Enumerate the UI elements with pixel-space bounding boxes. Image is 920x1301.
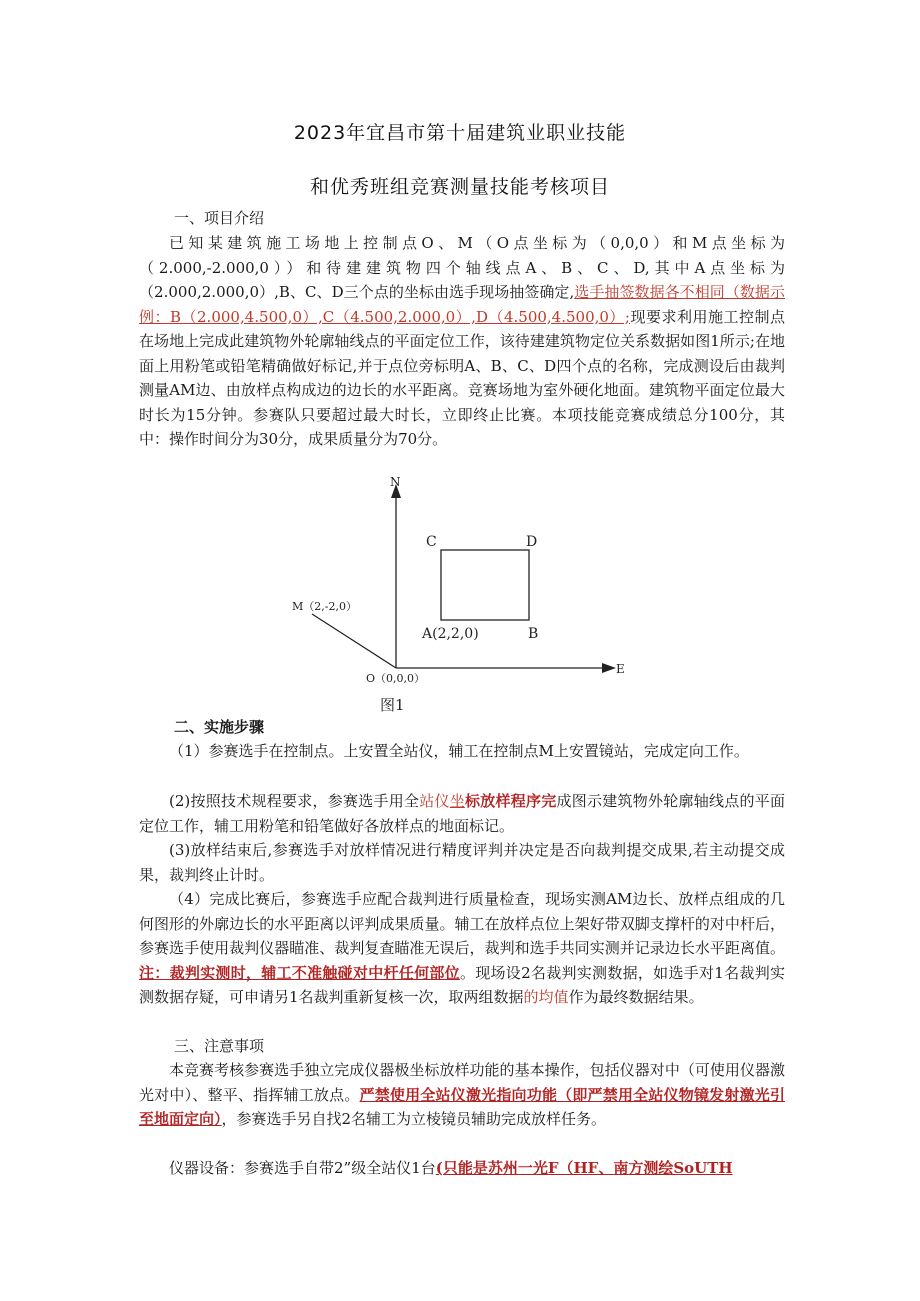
step-2-text-b: 成图示建筑物外轮廓轴线点的平面定位工作，辅工用粉笔和铅笔做好各放样点的地面标记。 xyxy=(139,792,785,835)
step-2-red-b: 坐 xyxy=(449,792,465,810)
step-2-red-a: 站仪 xyxy=(419,792,450,810)
label-c: C xyxy=(426,534,437,550)
notes-paragraph xyxy=(139,1058,785,1132)
equipment-brand-note: (只能是苏州一光F（HF、南方测绘SoUTH xyxy=(435,1159,733,1177)
notes-text-a: 本竞赛考核参赛选手独立完成仪器极坐标放样功能的基本操作，包括仪器对中（可使用仪器激光对中）、整平、指挥辅工放点。 xyxy=(139,1061,785,1104)
label-e: E xyxy=(616,662,625,676)
document-title-line2: 和优秀班组竞赛测量技能考核项目 xyxy=(309,176,610,198)
step-2-red-bold: 标放样程序完 xyxy=(464,792,557,810)
laser-prohibition-note: 严禁使用全站仪激光指向功能（即严禁用全站仪物镜发射激光引至地面定向） xyxy=(139,1085,785,1128)
step-2-text-a: (2)按照技术规程要求，参赛选手用全 xyxy=(169,792,420,810)
step-4-text-c: 作为最终数据结果。 xyxy=(568,988,704,1006)
building-outline xyxy=(441,550,529,620)
label-d: D xyxy=(526,534,538,550)
step-2 xyxy=(139,789,785,838)
average-value-note: 的均值 xyxy=(523,988,569,1006)
label-m: M（2,-2,0） xyxy=(292,600,357,613)
step-3: (3)放样结束后,参赛选手对放样情况进行精度评判并决定是否向裁判提交成果,若主动提交成果，裁判终止计时。 xyxy=(139,841,785,884)
step-4 xyxy=(139,887,785,1010)
label-o: O（0,0,0） xyxy=(366,672,426,685)
section1-paragraph xyxy=(139,231,785,452)
document-title-line1: 2023年宜昌市第十届建筑业职业技能 xyxy=(293,122,627,144)
label-b: B xyxy=(528,626,539,642)
section1-text-a: 已知某建筑施工场地上控制点O、M（O点坐标为（0,0,0）和M点坐标为（2.000,-2.000,0））和待建建筑物四个轴线点A、B、C、D,其中A点坐标为（2.000,2.000,0）,B、C、D三个点的坐标由选手现场抽签确定, xyxy=(139,234,785,301)
section1-text-b: 现要求利用施工控制点在场地上完成此建筑物外轮廓轴线点的平面定位工作，该待建建筑物定位关系数据如图1所示;在地面上用粉笔或铅笔精确做好标记,并于点位旁标明A、B、C、D四个点的名称，完成测设后由裁判测量AM边、由放样点构成边的边长的水平距离。竞赛场地为室外硬化地面。建筑物平面定位最大时长为15分钟。参赛队只要超过最大时长，立即终止比赛。本项技能竞赛成绩总分100分，其中：操作时间分为30分，成果质量分为70分。 xyxy=(139,307,785,448)
lottery-data-note: 选手抽签数据各不相同（数据示例：B（2.000,4.500,0）,C（4.500,2.000,0）,D（4.500,4.500,0）; xyxy=(139,283,785,326)
notes-text-b: ，参赛选手另自找2名辅工为立棱镜员辅助完成放样任务。 xyxy=(221,1110,607,1128)
section1-heading: 一、项目介绍 xyxy=(174,209,265,227)
label-n: N xyxy=(390,475,401,489)
e-axis-arrow xyxy=(602,663,616,673)
figure-1 xyxy=(280,470,640,720)
step-1: （1）参赛选手在控制点。上安置全站仪，辅工在控制点M上安置镜站，完成定向工作。 xyxy=(169,742,749,760)
coordinate-diagram xyxy=(280,470,640,720)
equipment-paragraph xyxy=(139,1156,785,1181)
section3-heading: 三、注意事项 xyxy=(174,1037,265,1055)
label-a: A(2,2,0) xyxy=(422,626,479,642)
figure-caption: 图1 xyxy=(380,696,405,714)
om-line xyxy=(312,614,396,668)
equipment-text: 仪器设备：参赛选手自带2”级全站仪1台 xyxy=(169,1159,436,1177)
step-4-text-a: （4）完成比赛后，参赛选手应配合裁判进行质量检查，现场实测AM边长、放样点组成的几何图形的外廓边长的水平距离以评判成果质量。辅工在放样点位上架好带双脚支撑杆的对中杆后，参赛选手使用裁判仪器瞄准、裁判复查瞄准无误后，裁判和选手共同实测并记录边长水平距离值。 xyxy=(139,890,785,957)
section2-heading: 二、实施步骤 xyxy=(174,718,265,736)
referee-measurement-note: 注：裁判实测时，辅工不准触碰对中杆任何部位 xyxy=(139,963,460,982)
step-4-text-b: 。现场设2名裁判实测数据，如选手对1名裁判实测数据存疑，可申请另1名裁判重新复核一次，取两组数据 xyxy=(139,963,785,1006)
